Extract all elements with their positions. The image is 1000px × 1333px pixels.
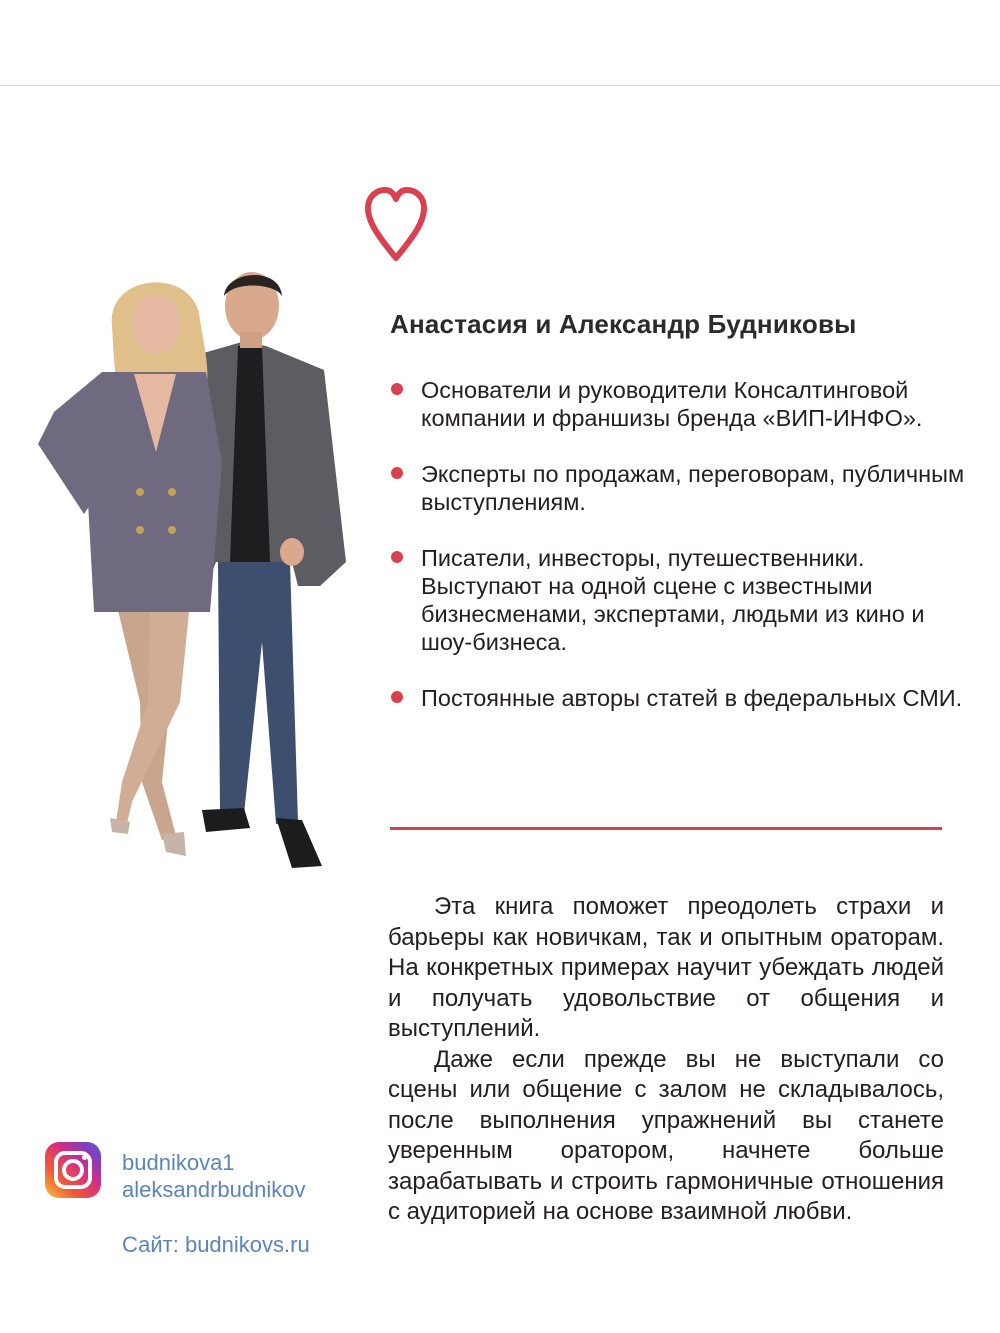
section-divider	[390, 827, 942, 830]
bullet-text: Постоянные авторы статей в федеральных СМИ.	[421, 685, 963, 711]
woman-figure	[38, 282, 222, 856]
bullet-list	[390, 376, 975, 740]
instagram-accounts	[122, 1149, 305, 1203]
description-paragraph: Даже если прежде вы не выступали со сцены или общение с залом не складывалось, после выполнения упражнений вы станете уверенным оратором, начнете больше зарабатывать и строить гармоничные отношения с аудиторией на основе взаимной любви.	[388, 1045, 944, 1225]
bullet-text: Эксперты по продажам, переговорам, публичным выступлениям.	[421, 461, 965, 515]
description-paragraph: Эта книга поможет преодолеть страхи и барьеры как новичкам, так и опытным ораторам. На конкретных примерах научит убеждать людей и получать удовольствие от общения и выступлений.	[388, 893, 944, 1042]
book-description	[388, 892, 944, 1228]
instagram-icon[interactable]	[45, 1142, 101, 1198]
heart-icon	[364, 186, 428, 264]
authors-title: Анастасия и Александр Будниковы	[390, 309, 857, 339]
top-rule	[0, 85, 1000, 86]
bullet-dot-icon	[391, 691, 403, 703]
bullet-text: Писатели, инвесторы, путешественники. Выступают на одной сцене с известными бизнесменами, экспертами, людьми из кино и шоу-бизнеса.	[421, 545, 925, 655]
bullet-dot-icon	[391, 383, 403, 395]
bullet-item	[390, 460, 975, 516]
bullet-item	[390, 544, 975, 656]
bullet-item	[390, 684, 975, 712]
man-figure	[194, 272, 346, 868]
instagram-account-link[interactable]: budnikova1	[122, 1150, 235, 1175]
website-link[interactable]: Сайт: budnikovs.ru	[122, 1232, 310, 1257]
authors-photo	[30, 262, 350, 882]
instagram-account-link[interactable]: aleksandrbudnikov	[122, 1177, 306, 1202]
bullet-item	[390, 376, 975, 432]
bullet-dot-icon	[391, 467, 403, 479]
bullet-text: Основатели и руководители Консалтинговой компании и франшизы бренда «ВИП-ИНФО».	[421, 377, 923, 431]
bullet-dot-icon	[391, 551, 403, 563]
